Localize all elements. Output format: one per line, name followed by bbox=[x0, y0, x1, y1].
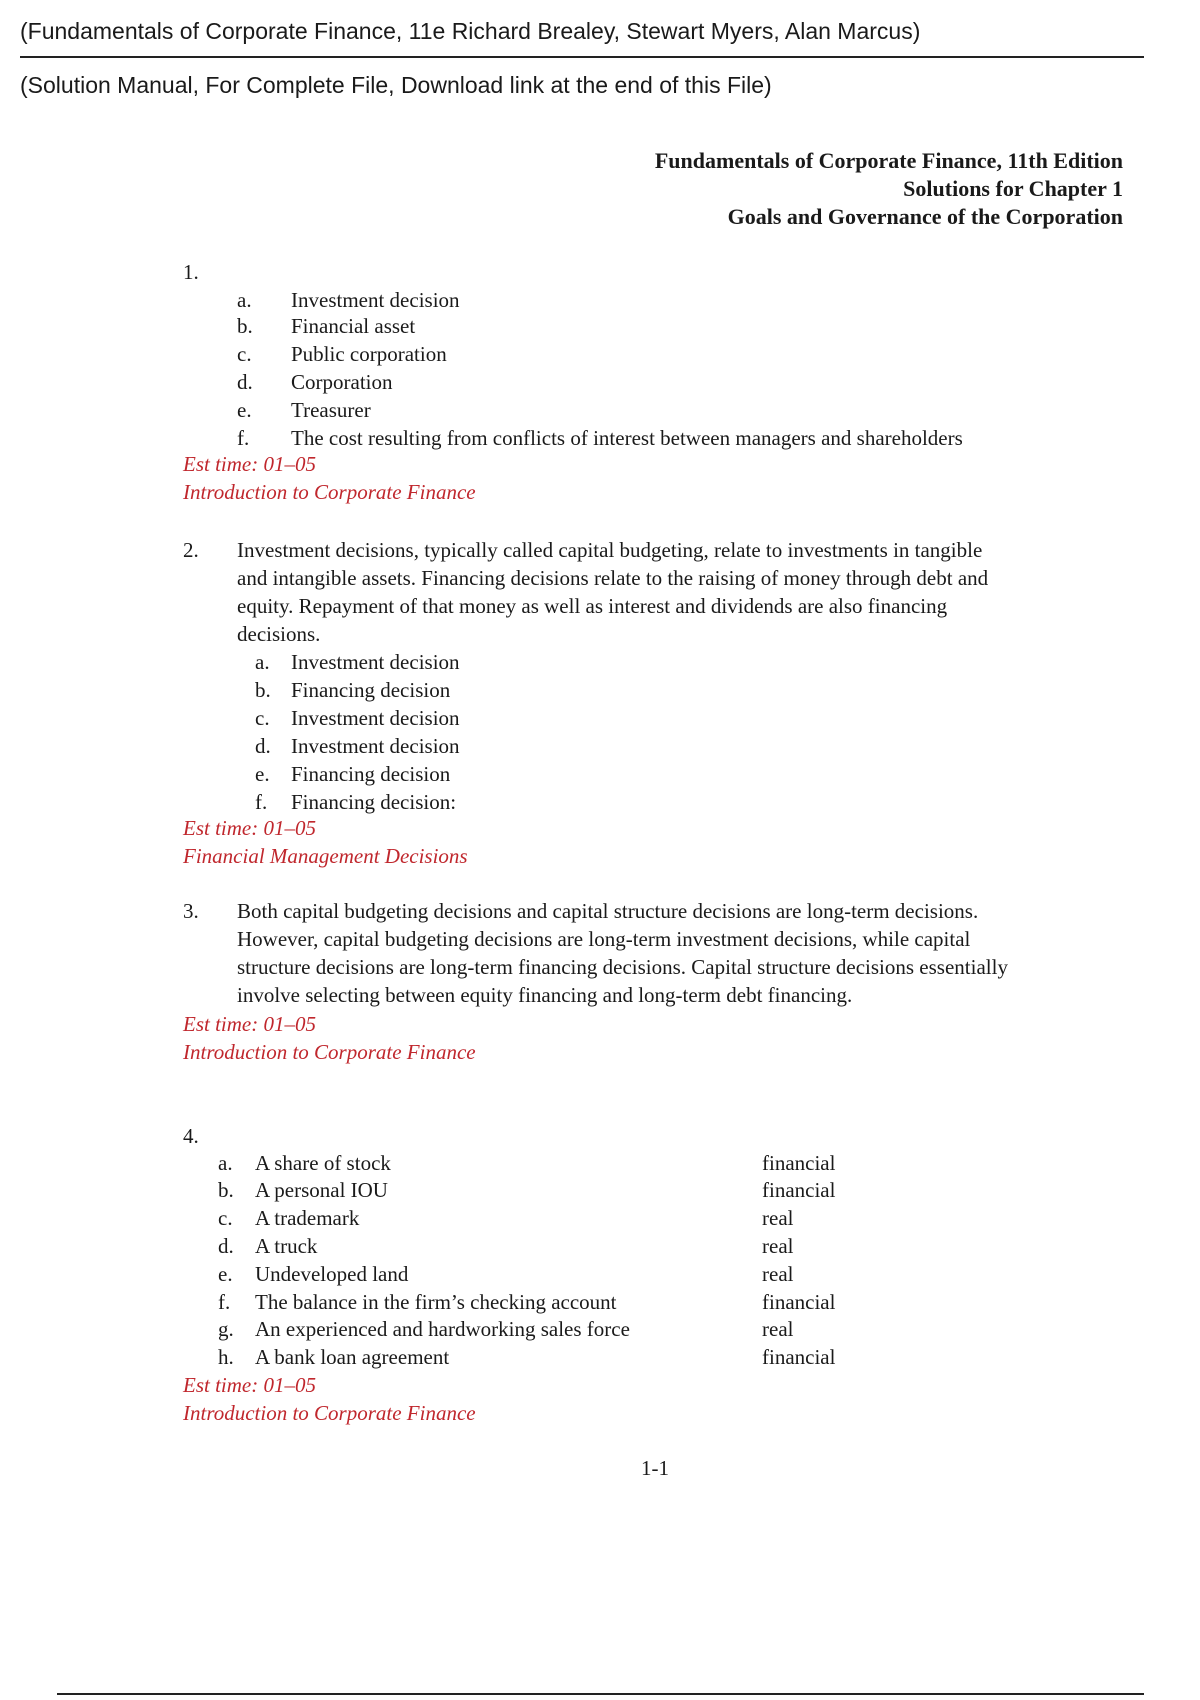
chapter-title-block bbox=[655, 147, 1123, 231]
header-book-title: (Fundamentals of Corporate Finance, 11e Richard Brealey, Stewart Myers, Alan Marcus) bbox=[20, 18, 921, 44]
asset-name: A trademark bbox=[255, 1206, 360, 1230]
item-text: Treasurer bbox=[291, 398, 371, 422]
est-time: Est time: 01–05 bbox=[183, 816, 316, 840]
item-letter: e. bbox=[237, 398, 252, 422]
question-4-number: 4. bbox=[183, 1124, 199, 1148]
page-number: 1-1 bbox=[641, 1456, 669, 1480]
chapter-name: Goals and Governance of the Corporation bbox=[727, 204, 1123, 229]
asset-type: real bbox=[762, 1234, 794, 1258]
paragraph-line: equity. Repayment of that money as well as interest and dividends are also financing bbox=[237, 594, 948, 618]
item-letter: f. bbox=[255, 790, 268, 814]
paragraph-line: decisions. bbox=[237, 622, 321, 646]
item-letter: c. bbox=[237, 342, 252, 366]
item-letter: d. bbox=[237, 370, 253, 394]
item-letter: a. bbox=[255, 650, 270, 674]
topic-label: Introduction to Corporate Finance bbox=[183, 1401, 476, 1425]
header-download-note: (Solution Manual, For Complete File, Download link at the end of this File) bbox=[20, 72, 772, 98]
topic-label: Introduction to Corporate Finance bbox=[183, 1040, 476, 1064]
question-1-number: 1. bbox=[183, 260, 199, 284]
item-text: Investment decision bbox=[291, 650, 460, 674]
item-text: Investment decision bbox=[291, 734, 460, 758]
item-text: Financing decision bbox=[291, 762, 451, 786]
item-text: Investment decision bbox=[291, 706, 460, 730]
item-text: Corporation bbox=[291, 370, 393, 394]
asset-type: real bbox=[762, 1262, 794, 1286]
item-letter: d. bbox=[218, 1234, 234, 1258]
est-time: Est time: 01–05 bbox=[183, 452, 316, 476]
asset-type: financial bbox=[762, 1178, 836, 1202]
asset-name: Undeveloped land bbox=[255, 1262, 409, 1286]
item-letter: e. bbox=[218, 1262, 233, 1286]
topic-label: Introduction to Corporate Finance bbox=[183, 480, 476, 504]
question-2-answer bbox=[237, 536, 1137, 648]
item-text: Financing decision: bbox=[291, 790, 457, 814]
asset-name: The balance in the firm’s checking account bbox=[255, 1290, 617, 1314]
asset-type: financial bbox=[762, 1345, 836, 1369]
item-letter: h. bbox=[218, 1345, 234, 1369]
topic-label: Financial Management Decisions bbox=[183, 844, 468, 868]
paragraph-line: and intangible assets. Financing decisions relate to the raising of money through debt and bbox=[237, 566, 989, 590]
asset-type: real bbox=[762, 1206, 794, 1230]
item-text: The cost resulting from conflicts of interest between managers and shareholders bbox=[291, 426, 963, 450]
question-2-number: 2. bbox=[183, 538, 199, 562]
asset-name: An experienced and hardworking sales force bbox=[255, 1317, 630, 1341]
question-3-number: 3. bbox=[183, 899, 199, 923]
question-3-answer bbox=[237, 897, 1137, 1009]
footer-divider bbox=[57, 1693, 1144, 1695]
item-letter: e. bbox=[255, 762, 270, 786]
paragraph-line: Investment decisions, typically called capital budgeting, relate to investments in tangible bbox=[237, 538, 983, 562]
est-time: Est time: 01–05 bbox=[183, 1373, 316, 1397]
item-text: Financial asset bbox=[291, 314, 416, 338]
item-letter: d. bbox=[255, 734, 271, 758]
item-letter: f. bbox=[218, 1290, 231, 1314]
item-letter: b. bbox=[237, 314, 253, 338]
item-letter: c. bbox=[255, 706, 270, 730]
asset-type: financial bbox=[762, 1290, 836, 1314]
edition-title: Fundamentals of Corporate Finance, 11th Edition bbox=[654, 148, 1123, 173]
item-text: Public corporation bbox=[291, 342, 447, 366]
item-letter: c. bbox=[218, 1206, 233, 1230]
item-letter: a. bbox=[218, 1151, 233, 1175]
asset-type: financial bbox=[762, 1151, 836, 1175]
chapter-number: Solutions for Chapter 1 bbox=[903, 176, 1123, 201]
paragraph-line: Both capital budgeting decisions and capital structure decisions are long-term decisions. bbox=[237, 899, 979, 923]
asset-type: real bbox=[762, 1317, 794, 1341]
item-letter: f. bbox=[237, 426, 250, 450]
item-letter: a. bbox=[237, 288, 252, 312]
item-letter: b. bbox=[218, 1178, 234, 1202]
paragraph-line: However, capital budgeting decisions are long-term investment decisions, while capital bbox=[237, 927, 971, 951]
item-letter: b. bbox=[255, 678, 271, 702]
asset-name: A share of stock bbox=[255, 1151, 391, 1175]
item-text: Financing decision bbox=[291, 678, 451, 702]
asset-name: A bank loan agreement bbox=[255, 1345, 450, 1369]
paragraph-line: structure decisions are long-term financing decisions. Capital structure decisions essentially bbox=[237, 955, 1008, 979]
est-time: Est time: 01–05 bbox=[183, 1012, 316, 1036]
item-letter: g. bbox=[218, 1317, 234, 1341]
asset-name: A personal IOU bbox=[255, 1178, 388, 1202]
header-divider bbox=[20, 56, 1144, 58]
paragraph-line: involve selecting between equity financing and long-term debt financing. bbox=[237, 983, 853, 1007]
item-text: Investment decision bbox=[291, 288, 460, 312]
asset-name: A truck bbox=[255, 1234, 318, 1258]
